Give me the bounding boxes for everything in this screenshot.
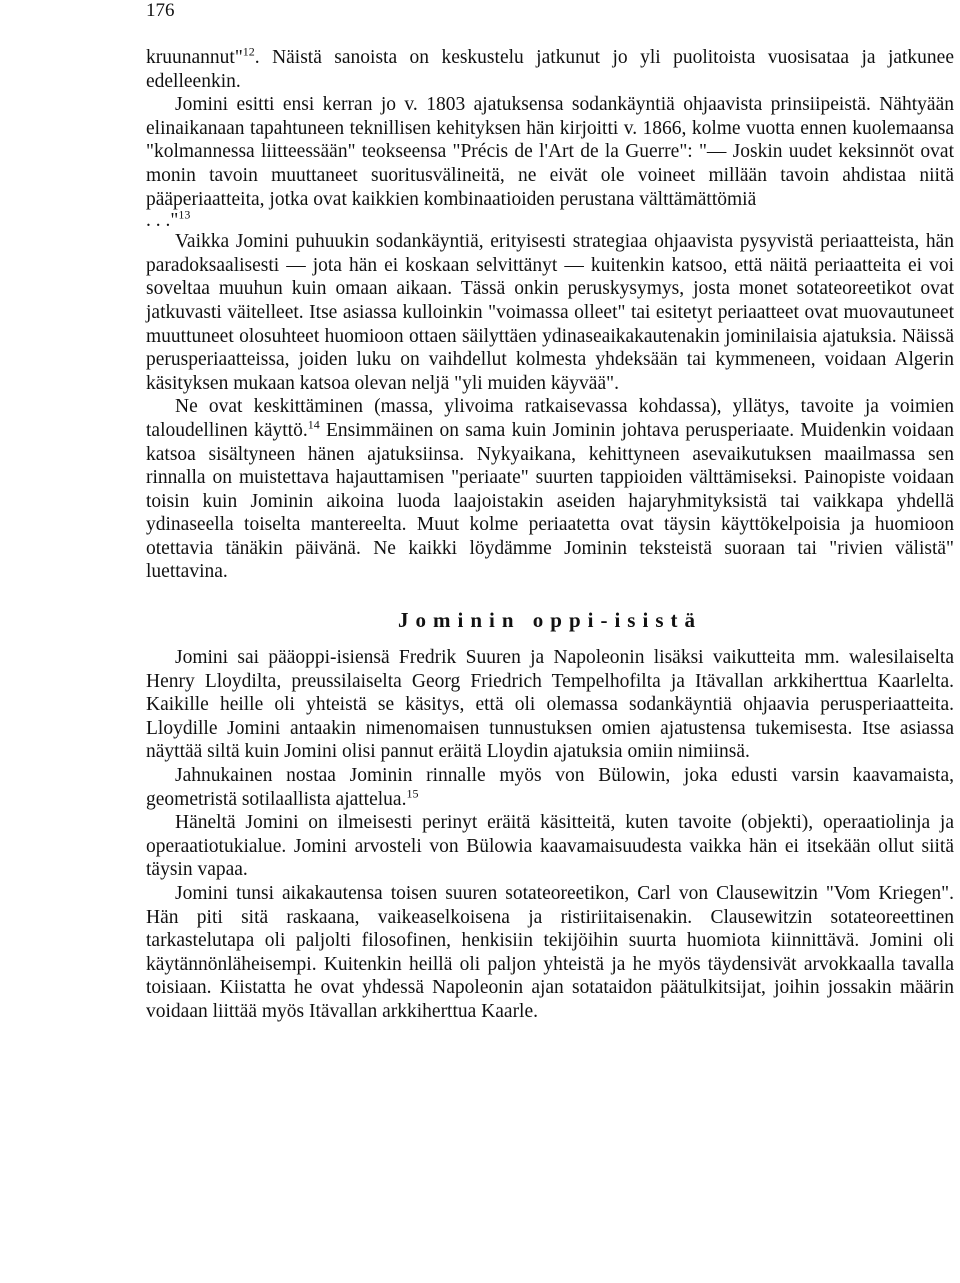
paragraph: Jomini tunsi aikakautensa toisen suuren sotateoreetikon, Carl von Clausewitzin "Vom Kriegen". Hän piti sitä raskaana, vaikeaselkoisena ja ristiriitaisenakin. Clausewitzin sotateoreettinen tarkastelutapa oli paljolti filosofinen, henkisiin tekijöihin suurta huomiota kiinnittävä. Jomini oli käytännönläheisempi. Kuitenkin heillä oli paljon yhteistä ja he myös täydensivät arvokkaalla tavalla toisiaan. Kiistatta he ovat yhdessä Napoleonin ajan sotataidon päätulkitsijat, joihin jossakin määrin voidaan liittää myös Itävallan arkkiherttua Kaarle. (146, 883, 954, 1022)
footnote-ref: 14 (307, 417, 320, 432)
footnote-ref: 15 (406, 786, 419, 801)
footnote-ref: 13 (178, 207, 191, 222)
paragraph: Jomini sai pääoppi-isiensä Fredrik Suuren ja Napoleonin lisäksi vaikutteita mm. walesilaiselta Henry Lloydilta, preussilaiselta Georg Friedrich Tempelhofilta ja Itävallan arkkiherttua Kaarlelta. Kaikille heille oli yhteistä se käsitys, että oli olemassa sodankäyntiä ohjaavia perusperiaatteita. Lloydille Jomini antaakin nimenomaisen tunnustuksen omien ajatustensa tukemisesta. Itse asiassa näyttää siltä kuin Jomini olisi pannut eräitä Lloydin ajatuksia omiin nimiinsä. (146, 647, 954, 763)
footnote-ref: 12 (242, 44, 255, 59)
paragraph-text: Ne ovat keskittäminen (massa, ylivoima ratkaisevassa kohdassa), yllätys, tavoite ja voimien taloudellinen käyttö. (146, 396, 954, 441)
quote-ellipsis: . . ." (146, 210, 179, 232)
paragraph: Vaikka Jomini puhuukin sodankäyntiä, erityisesti strategiaa ohjaavista pysyvistä periaatteista, hän paradoksaalisesti — jota hän ei koskaan selvittänyt — kuitenkin katsoo, että näitä periaatteita ei voi soveltaa muuhun kuin omaan aikaan. Tässä onkin peruskysymys, josta monet sotateoreetikot ovat jatkuvasti väitelleet. Itse asiassa kulloinkin "voimassa olleet" tai esitetyt periaatteet ovat muovautuneet muuttuneet olosuhteet huomioon ottaen säilyttäen ydinaseaikakautenakin jominilaisia ajatuksia. Näissä perusperiaatteissa, joiden luku on vaihdellut kolmesta yhdeksään tai kymmeneen, voidaan Algerin käsityksen mukaan katsoa olevan neljä "yli muiden käyvää". (146, 231, 954, 394)
body-text (146, 46, 954, 1024)
paragraph (146, 764, 954, 811)
paragraph: Häneltä Jomini on ilmeisesti perinyt eräitä käsitteitä, kuten tavoite (objekti), operaatiolinja ja operaatiotukialue. Jomini arvosteli von Bülowia kaavamaisuudesta vaikka hän ei itsekään ollut siitä täysin vapaa. (146, 812, 954, 881)
page-number: 176 (146, 0, 175, 21)
paragraph (146, 46, 954, 93)
paragraph-text: kruunannut" (146, 47, 243, 68)
paragraph-text: . Näistä sanoista on keskustelu jatkunut jo yli puolitoista vuosisataa ja jatkunee edelleenkin. (146, 47, 954, 92)
section-heading: Jominin oppi-isistä (398, 608, 702, 633)
quote-ending (146, 207, 954, 232)
paragraph-text: Jahnukainen nostaa Jominin rinnalle myös von Bülowin, joka edusti varsin kaavamaista, geometristä sotilaallista ajattelua. (146, 765, 954, 810)
paragraph-text: Ensimmäinen on sama kuin Jominin johtava perusperiaate. Muidenkin voidaan katsoa sisältyneen hänen ajatuksiinsa. Nykyaikana, kehittyneen asevaikutuksen maailmassa sen rinnalla on muistettava hajauttamisen "periaate" suurten tappioiden välttämiseksi. Painopiste voidaan toisin kuin Jominin aikoina luoda laajoistakin aseiden hajaryhmityksistä tai vaikkapa yhdellä ydinaseella toiselta mantereelta. Muut kolme periaatetta ovat täysin käyttökelpoisia ja huomioon otettavia tänäkin päivänä. Ne kaikki löydämme Jominin teksteistä suoraan tai "rivien välistä" luettavina. (146, 419, 954, 583)
paragraph: Jomini esitti ensi kerran jo v. 1803 ajatuksensa sodankäyntiä ohjaavista prinsiipeistä. Nähtyään elinaikanaan tapahtuneen teknillisen kehityksen hän kirjoitti v. 1866, kolme vuotta ennen kuolemaansa "kolmannessa liitteessään" teokseensa "Précis de l'Art de la Guerre": "— Joskin uudet keksinnöt ovat monin tavoin muuttaneet suoritusvälineitä, ne eivät ole voineet millään tavoin ahdistaa niitä pääperiaatteita, jotka ovat kaikkien kombinaatioiden perustana välttämättömiä (146, 94, 954, 210)
paragraph (146, 395, 954, 584)
